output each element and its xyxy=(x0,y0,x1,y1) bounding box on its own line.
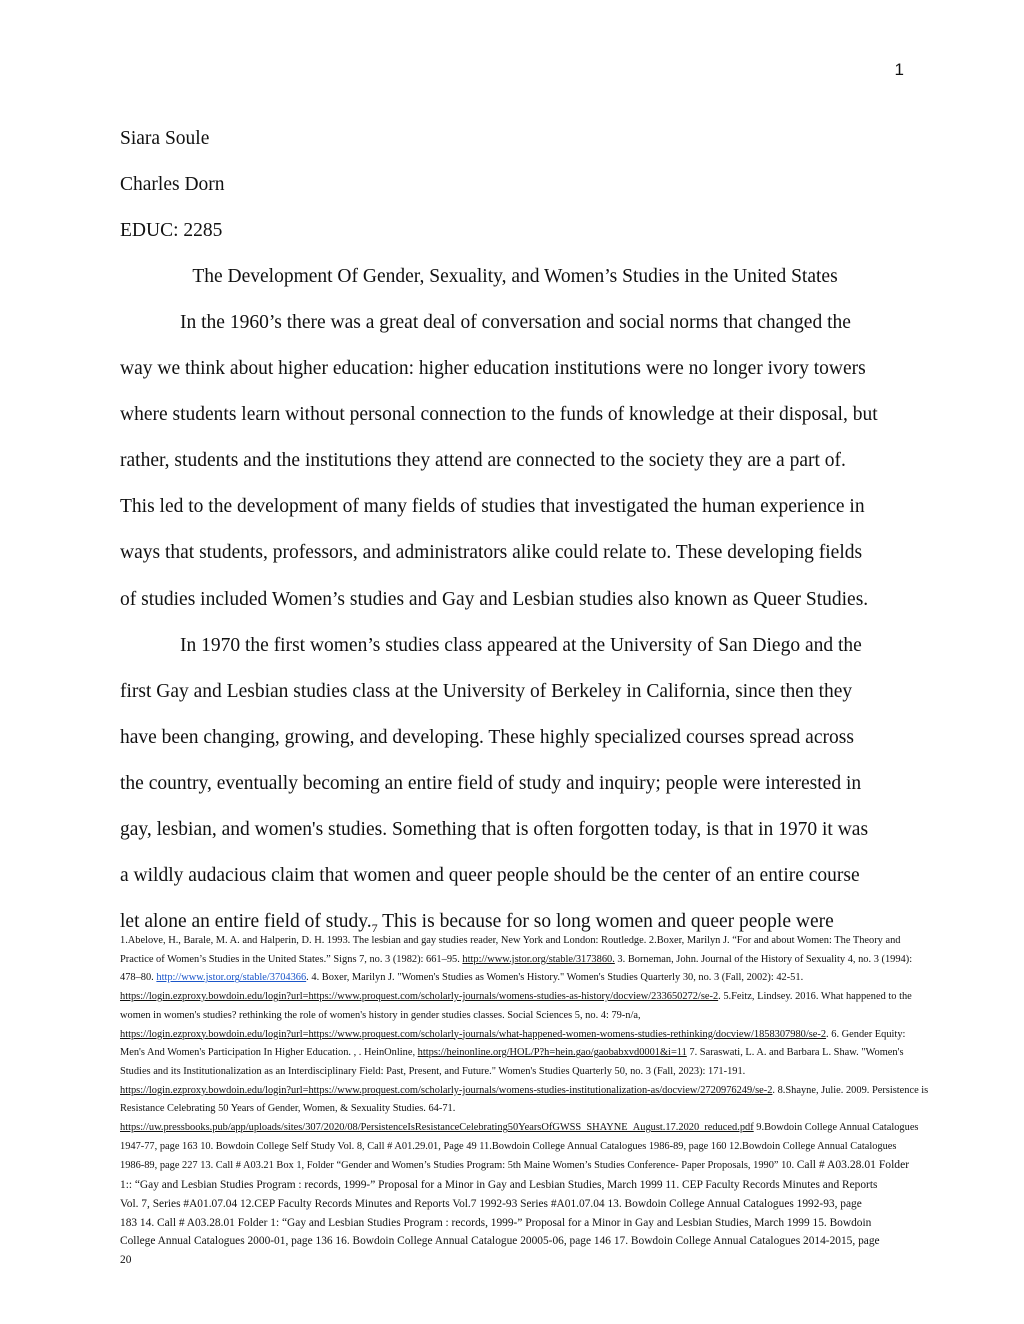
body-line: In 1970 the first women’s studies class appeared at the University of San Diego and the xyxy=(180,634,862,656)
instructor-name: Charles Dorn xyxy=(120,174,225,195)
footnote-text: . 5.Feitz, Lindsey. 2016. What happened to the xyxy=(718,991,912,1003)
footnote-line xyxy=(120,1026,910,1045)
body-line: gay, lesbian, and women's studies. Something that is often forgotten today, is that in 1970 it was xyxy=(120,819,869,841)
page-number: 1 xyxy=(894,60,904,79)
footnote-text: 3. Borneman, John. Journal of the History of Sexuality 4, no. 3 (1994): xyxy=(614,953,913,965)
body-text: let alone an entire field of study. xyxy=(120,911,372,933)
footnote-line xyxy=(120,988,910,1007)
body-line: This led to the development of many fields of studies that investigated the human experience in xyxy=(120,496,865,518)
citation-link[interactable]: https://uw.pressbooks.pub/app/uploads/sites/307/2020/08/PersistenceIsResistanceCelebrating50YearsOfGWSS_SHAYNE_August.17.2020_reduced.pdf xyxy=(120,1122,754,1134)
footnote-line: Resistance Celebrating 50 Years of Gender, Women, & Sexuality Studies. 64-71. xyxy=(120,1103,456,1115)
body-line: first Gay and Lesbian studies class at the University of Berkeley in California, since then they xyxy=(120,680,853,702)
footnote-line: 183 14. Call # A03.28.01 Folder 1: “Gay and Lesbian Studies Program : records, 1999-” Proposal for a Minor in Gay and Lesbian Studies, March 1999 15. Bowdoin xyxy=(120,1216,872,1229)
footnote-text: 1986-89, page 227 13. Call # A03.21 Box 1, Folder “Gender and Women’s Studies Program: 5th Maine Women’s Studies Conference- Paper Proposals, 1990” 10. xyxy=(120,1160,797,1172)
body-line: a wildly audacious claim that women and queer people should be the center of an entire course xyxy=(120,865,860,887)
footnote-text: 7. Saraswati, L. A. and Barbara L. Shaw. "Women's xyxy=(686,1047,904,1059)
footnote-text: Call # A03.28.01 Folder xyxy=(796,1158,910,1172)
footnote-line xyxy=(120,1119,919,1138)
body-text: This is because for so long women and queer people were xyxy=(382,911,834,933)
citation-link[interactable]: https://login.ezproxy.bowdoin.edu/login?url=https://www.proquest.com/scholarly-journals/womens-studies-institutionalization-as/docview/2720976249/se-2 xyxy=(120,1084,773,1096)
footnote-text: Practice of Women’s Studies in the United States.” Signs 7, no. 3 (1982): 661–95. xyxy=(120,953,460,965)
body-line: ways that students, professors, and administrators alike could relate to. These developing fields xyxy=(120,542,863,564)
body-line: way we think about higher education: higher education institutions were no longer ivory towers xyxy=(120,358,866,380)
footnote-line: 1947-77, page 163 10. Bowdoin College Self Study Vol. 8, Call # A01.29.01, Page 49 11.Bowdoin College Annual Catalogues 1986-89, page 160 12.Bowdoin College Annual Catalogues xyxy=(120,1140,897,1152)
footnotes xyxy=(120,932,929,1270)
footnote-reference[interactable]: 7 xyxy=(371,921,378,936)
footnote-line xyxy=(120,951,913,970)
footnote-line: Studies and its Institutionalization as an Interdisciplinary Field: Past, Present, and Future." Women's Studies Quarterly 50, no. 3 (Fall, 2023): 171-191. xyxy=(120,1065,746,1077)
footnote-line: 1:: “Gay and Lesbian Studies Program : records, 1999-” Proposal for a Minor in Gay and Lesbian Studies, March 1999 11. CEP Faculty Records Minutes and Reports xyxy=(120,1179,878,1192)
footnote-text: . 8.Shayne, Julie. 2009. Persistence is xyxy=(772,1084,929,1096)
footnote-line xyxy=(120,1082,929,1101)
citation-link[interactable]: http://www.jstor.org/stable/3704366 xyxy=(156,972,307,984)
document-body xyxy=(120,116,910,951)
author-name: Siara Soule xyxy=(120,128,210,149)
citation-link[interactable]: http://www.jstor.org/stable/3173860. xyxy=(462,953,615,965)
body-line: have been changing, growing, and developing. These highly specialized courses spread across xyxy=(120,726,854,748)
body-line: rather, students and the institutions they attend are connected to the society they are a part of. xyxy=(120,450,846,472)
citation-link[interactable]: https://heinonline.org/HOL/P?h=hein.gao/gaobabxvd0001&i=11 xyxy=(417,1047,687,1059)
citation-link[interactable]: https://login.ezproxy.bowdoin.edu/login?url=https://www.proquest.com/scholarly-journals/what-happened-women-womens-studies-rethinking/docview/1858307980/se-2 xyxy=(120,1028,827,1040)
footnote-line xyxy=(120,969,910,988)
footnote-line xyxy=(120,1044,910,1063)
footnote-line: 20 xyxy=(120,1253,132,1266)
body-line: of studies included Women’s studies and Gay and Lesbian studies also known as Queer Studies. xyxy=(120,588,869,610)
footnote-line xyxy=(120,1156,910,1176)
footnote-text: . 4. Boxer, Marilyn J. "Women's Studies as Women's History." Women's Studies Quarterly 30, no. 3 (Fall, 2002): 42-51. xyxy=(306,972,804,984)
body-line: the country, eventually becoming an entire field of study and inquiry; people were interested in xyxy=(120,772,862,794)
footnote-line: 1.Abelove, H., Barale, M. A. and Halperin, D. H. 1993. The lesbian and gay studies reader, New York and London: Routledge. 2.Boxer, Marilyn J. “For and about Women: The Theory and xyxy=(120,935,901,946)
footnote-text: 9.Bowdoin College Annual Catalogues xyxy=(753,1122,919,1134)
footnote-text: 478–80. xyxy=(120,972,157,984)
citation-link[interactable]: https://login.ezproxy.bowdoin.edu/login?url=https://www.proquest.com/scholarly-journals/womens-studies-as-history/docview/233650272/se-2 xyxy=(120,991,719,1003)
body-line: In the 1960’s there was a great deal of conversation and social norms that changed the xyxy=(180,312,851,333)
body-line: where students learn without personal connection to the funds of knowledge at their disposal, but xyxy=(120,404,878,426)
essay-title: The Development Of Gender, Sexuality, and Women’s Studies in the United States xyxy=(192,266,838,287)
footnote-line: College Annual Catalogues 2000-01, page 136 16. Bowdoin College Annual Catalogue 20005-06, page 146 17. Bowdoin College Annual Catalogues 2014-2015, page xyxy=(120,1235,880,1248)
footnote-text: . 6. Gender Equity: xyxy=(826,1028,906,1040)
footnote-text: Men's And Women's Participation In Higher Education. , . HeinOnline, xyxy=(120,1047,418,1059)
footnote-line: Vol. 7, Series #A01.07.04 12.CEP Faculty Records Minutes and Reports Vol.7 1992-93 Series #A01.07.04 13. Bowdoin College Annual Catalogues 1992-93, page xyxy=(120,1197,862,1210)
course-code: EDUC: 2285 xyxy=(120,220,223,241)
footnote-line: women in women's studies? rethinking the role of women's history in gender studies classes. Social Sciences 5, no. 4: 79-n/a, xyxy=(120,1009,641,1021)
